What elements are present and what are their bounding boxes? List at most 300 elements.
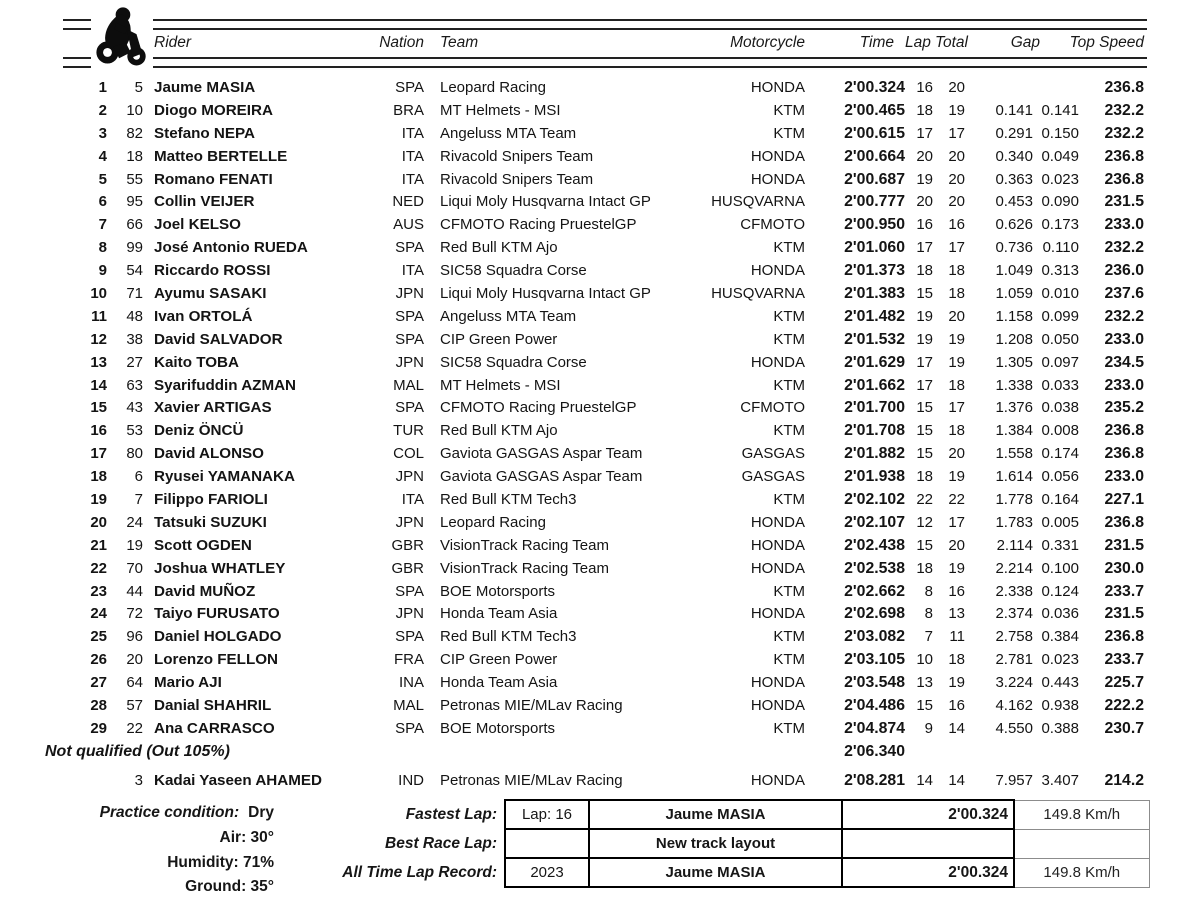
rider-number: 71 (126, 285, 143, 303)
rider-number: 53 (126, 422, 143, 440)
lap: 17 (916, 376, 933, 394)
nation: MAL (393, 376, 424, 394)
record-rider-name: Jaume MASIA (589, 858, 842, 887)
top-speed: 235.2 (1104, 399, 1144, 417)
lap-record-row (198, 858, 1149, 887)
table-row (63, 466, 1147, 489)
position: 8 (98, 239, 107, 257)
lap: 19 (916, 307, 933, 325)
top-speed: 230.0 (1104, 559, 1144, 577)
rider-name: Jaume MASIA (154, 79, 256, 96)
nation: ITA (401, 491, 424, 509)
total: 19 (948, 674, 965, 692)
rider-number: 44 (126, 582, 143, 600)
position: 29 (90, 719, 107, 737)
col-header-team: Team (440, 34, 479, 51)
table-row (63, 512, 1147, 535)
table-row (63, 191, 1147, 214)
lap-records-table (198, 799, 1150, 888)
team: BOE Motorsports (440, 719, 556, 737)
rider-name: Diogo MOREIRA (154, 101, 273, 119)
gap-prev: 0.100 (1041, 559, 1079, 577)
lap: 10 (916, 651, 933, 669)
rider-name: Kaito TOBA (154, 353, 239, 371)
humidity: Humidity: 71% (167, 853, 274, 871)
total: 18 (948, 651, 965, 669)
lap: 12 (916, 513, 933, 531)
gap-prev: 0.090 (1041, 193, 1079, 211)
lap: 15 (916, 399, 933, 417)
table-row (63, 672, 1147, 695)
rider-number: 66 (126, 216, 143, 234)
motorcycle: HONDA (750, 147, 805, 165)
position: 13 (90, 353, 107, 371)
table-row (63, 169, 1147, 192)
motorcycle: KTM (773, 239, 805, 257)
nation: SPA (395, 399, 424, 417)
table-row (63, 283, 1147, 306)
nation: TUR (393, 422, 424, 440)
top-speed: 233.7 (1104, 651, 1144, 669)
rider-name: David ALONSO (154, 445, 264, 463)
rider-number: 82 (126, 124, 143, 142)
total: 20 (948, 170, 965, 188)
position: 2 (98, 101, 107, 119)
total: 16 (948, 582, 965, 600)
position: 28 (90, 697, 107, 715)
team: SIC58 Squadra Corse (440, 262, 587, 280)
rider-number: 24 (126, 513, 143, 531)
rider-number: 5 (134, 79, 143, 96)
rider-number: 27 (126, 353, 143, 371)
position: 15 (90, 399, 107, 417)
gap-first: 0.141 (995, 101, 1033, 119)
gap-first: 1.783 (995, 513, 1033, 531)
motorcycle: KTM (773, 491, 805, 509)
time: 2'01.700 (844, 399, 905, 417)
motorcycle: KTM (773, 376, 805, 394)
results-rows (63, 77, 1147, 741)
rider-name: Stefano NEPA (154, 124, 255, 142)
lap: 19 (916, 330, 933, 348)
time: 2'01.383 (844, 285, 905, 303)
top-speed: 236.8 (1104, 147, 1144, 165)
motorcycle: CFMOTO (740, 216, 805, 234)
total: 20 (948, 445, 965, 463)
gap-first: 0.736 (995, 239, 1033, 257)
table-row (63, 420, 1147, 443)
team: Liqui Moly Husqvarna Intact GP (440, 193, 651, 211)
total: 18 (948, 285, 965, 303)
motorcycle: KTM (773, 330, 805, 348)
nation: ITA (401, 170, 424, 188)
time: 2'01.708 (844, 422, 905, 440)
nation: JPN (395, 513, 424, 531)
nation: MAL (393, 697, 424, 715)
rider-name: Ayumu SASAKI (154, 285, 267, 303)
table-row (63, 443, 1147, 466)
top-speed: 236.8 (1104, 170, 1144, 188)
time: 2'00.615 (844, 124, 905, 142)
team: Red Bull KTM Tech3 (440, 628, 577, 646)
motorcycle: KTM (773, 582, 805, 600)
nation: SPA (395, 628, 424, 646)
team: CFMOTO Racing PruestelGP (440, 216, 637, 234)
position: 25 (90, 628, 107, 646)
time: 2'00.664 (844, 147, 905, 165)
time: 2'02.102 (844, 491, 905, 509)
time: 2'03.548 (844, 674, 905, 692)
time: 2'01.060 (844, 239, 905, 257)
total: 14 (948, 771, 965, 789)
team: Angeluss MTA Team (440, 124, 577, 142)
gap-first: 2.114 (996, 536, 1033, 554)
top-speed: 232.2 (1104, 124, 1144, 142)
rider-name: Xavier ARTIGAS (154, 399, 272, 417)
position: 16 (90, 422, 107, 440)
practice-condition-label: Practice condition: (99, 804, 240, 821)
gap-first: 1.208 (995, 330, 1033, 348)
table-row (63, 100, 1147, 123)
position: 20 (90, 513, 107, 531)
rider-number: 57 (126, 697, 143, 715)
time: 2'04.486 (844, 697, 905, 715)
position: 22 (90, 559, 107, 577)
lap: 18 (916, 262, 933, 280)
gap-prev: 0.097 (1041, 353, 1079, 371)
rider-name: Deniz ÖNCÜ (154, 422, 244, 440)
top-speed: 230.7 (1104, 719, 1144, 737)
motorcycle: HONDA (750, 79, 805, 96)
not-qualified-rider-row-container (63, 770, 1147, 793)
total: 19 (948, 468, 965, 486)
position: 11 (91, 307, 107, 325)
rider-name: Ryusei YAMANAKA (154, 468, 295, 486)
gap-first: 4.550 (995, 719, 1033, 737)
gap-first: 1.158 (995, 307, 1033, 325)
rider-number: 99 (126, 239, 143, 257)
lap: 15 (916, 697, 933, 715)
rider-name: David MUÑOZ (154, 582, 256, 600)
total: 11 (949, 628, 965, 646)
rider-number: 95 (126, 193, 143, 211)
rider-name: Tatsuki SUZUKI (154, 513, 267, 531)
record-time (842, 829, 1014, 858)
gap-first: 2.374 (995, 605, 1033, 623)
header-bottom-double-rule (63, 57, 1147, 68)
position: 21 (90, 536, 107, 554)
total: 18 (948, 262, 965, 280)
lap-record-row (198, 800, 1149, 829)
position: 5 (98, 170, 107, 188)
table-row (63, 535, 1147, 558)
time: 2'01.532 (844, 330, 905, 348)
col-header-time: Time (859, 34, 894, 51)
motorcycle-rider-icon (93, 5, 151, 67)
rider-name: Kadai Yaseen AHAMED (154, 771, 322, 789)
position: 26 (90, 651, 107, 669)
table-row (63, 77, 1147, 100)
top-speed: 234.5 (1104, 353, 1144, 371)
col-header-total: Total (934, 34, 968, 51)
table-row (63, 306, 1147, 329)
motorcycle: GASGAS (741, 445, 805, 463)
position: 18 (90, 468, 107, 486)
gap-prev: 0.174 (1041, 445, 1079, 463)
top-speed: 236.8 (1104, 79, 1144, 96)
top-speed: 236.8 (1104, 513, 1144, 531)
top-speed: 236.8 (1104, 422, 1144, 440)
table-row (63, 626, 1147, 649)
table-row (63, 770, 1147, 793)
top-speed: 233.0 (1104, 216, 1144, 234)
motorcycle: HONDA (750, 170, 805, 188)
team: Rivacold Snipers Team (440, 170, 594, 188)
ground-temperature: Ground: 35° (185, 878, 274, 896)
rider-name: Lorenzo FELLON (154, 651, 279, 669)
nation: ITA (401, 262, 424, 280)
total: 17 (948, 124, 965, 142)
gap-first: 1.614 (995, 468, 1033, 486)
team: Angeluss MTA Team (440, 307, 577, 325)
table-row (63, 375, 1147, 398)
col-header-top-speed: Top Speed (1069, 34, 1144, 51)
motorcycle: HONDA (750, 771, 805, 789)
gap-prev: 0.110 (1042, 239, 1079, 257)
table-row (63, 123, 1147, 146)
position: 3 (98, 124, 107, 142)
time: 2'00.465 (844, 101, 905, 119)
gap-prev: 0.005 (1041, 513, 1079, 531)
motorcycle-rider-icon (91, 3, 153, 69)
total: 22 (948, 491, 965, 509)
motorcycle: HUSQVARNA (711, 193, 805, 211)
nation: BRA (393, 101, 424, 119)
team: Honda Team Asia (440, 674, 558, 692)
lap: 18 (916, 468, 933, 486)
gap-first: 0.363 (995, 170, 1033, 188)
rider-name: Filippo FARIOLI (154, 491, 268, 509)
nation: ITA (401, 147, 424, 165)
gap-first: 2.338 (995, 582, 1033, 600)
team: Leopard Racing (440, 513, 546, 531)
gap-first: 7.957 (995, 771, 1033, 789)
lap: 8 (924, 605, 933, 623)
position (63, 770, 110, 793)
top-speed: 232.2 (1104, 239, 1144, 257)
lap: 14 (916, 771, 933, 789)
gap-first: 1.049 (995, 262, 1033, 280)
table-row (63, 558, 1147, 581)
time: 2'01.629 (844, 353, 905, 371)
total: 20 (948, 79, 965, 96)
gap-prev: 0.023 (1041, 651, 1079, 669)
not-qualified-row (45, 741, 1147, 764)
top-speed: 232.2 (1104, 101, 1144, 119)
total: 16 (948, 216, 965, 234)
cutoff-time: 2'06.340 (844, 742, 905, 760)
time: 2'01.482 (844, 307, 905, 325)
nation: JPN (395, 353, 424, 371)
total: 19 (948, 559, 965, 577)
time: 2'01.882 (844, 445, 905, 463)
gap-prev: 0.384 (1041, 628, 1079, 646)
position: 4 (98, 147, 107, 165)
table-row (63, 649, 1147, 672)
nation: JPN (395, 285, 424, 303)
rider-name: Mario AJI (154, 674, 222, 692)
rider-number: 48 (126, 307, 143, 325)
team: VisionTrack Racing Team (440, 559, 609, 577)
gap-prev: 0.164 (1041, 491, 1079, 509)
gap-prev: 0.388 (1041, 719, 1079, 737)
nation: NED (392, 193, 424, 211)
rider-number: 80 (126, 445, 143, 463)
gap-first: 1.778 (995, 491, 1033, 509)
record-lap-or-year: Lap: 16 (505, 800, 589, 829)
rider-name: Danial SHAHRIL (154, 697, 272, 715)
time: 2'08.281 (844, 771, 905, 789)
gap-prev: 0.050 (1041, 330, 1079, 348)
position: 9 (98, 262, 107, 280)
nation: FRA (394, 651, 424, 669)
time: 2'00.687 (844, 170, 905, 188)
gap-prev: 0.150 (1041, 124, 1079, 142)
nation: INA (398, 674, 424, 692)
rider-name: Taiyo FURUSATO (154, 605, 280, 623)
gap-prev: 0.056 (1041, 468, 1079, 486)
total: 20 (948, 193, 965, 211)
rider-name: Scott OGDEN (154, 536, 252, 554)
motorcycle: KTM (773, 124, 805, 142)
total: 19 (948, 353, 965, 371)
nation: ITA (401, 124, 424, 142)
lap: 15 (916, 422, 933, 440)
motorcycle: GASGAS (741, 468, 805, 486)
gap-prev: 0.038 (1041, 399, 1079, 417)
rider-number: 19 (126, 536, 143, 554)
gap-first: 1.376 (995, 399, 1033, 417)
time: 2'03.082 (844, 628, 905, 646)
rider-number: 10 (126, 101, 143, 119)
lap: 17 (916, 353, 933, 371)
position: 12 (90, 330, 107, 348)
motorcycle: HUSQVARNA (711, 285, 805, 303)
top-speed: 227.1 (1104, 491, 1144, 509)
team: Leopard Racing (440, 79, 546, 96)
total: 16 (948, 697, 965, 715)
lap: 17 (916, 124, 933, 142)
motorcycle: CFMOTO (740, 399, 805, 417)
nation: IND (398, 771, 424, 789)
position: 17 (90, 445, 107, 463)
top-speed: 233.0 (1104, 376, 1144, 394)
gap-first: 0.340 (995, 147, 1033, 165)
nation: AUS (393, 216, 424, 234)
rider-name: Ivan ORTOLÁ (154, 307, 253, 325)
total: 20 (948, 147, 965, 165)
top-speed: 233.0 (1104, 468, 1144, 486)
team: Honda Team Asia (440, 605, 558, 623)
gap-prev: 0.938 (1041, 697, 1079, 715)
team: CFMOTO Racing PruestelGP (440, 399, 637, 417)
time: 2'02.538 (844, 559, 905, 577)
rider-number: 38 (126, 330, 143, 348)
time: 2'01.373 (844, 262, 905, 280)
rider-number: 55 (126, 170, 143, 188)
top-speed: 232.2 (1104, 307, 1144, 325)
motorcycle: HONDA (750, 559, 805, 577)
rider-number: 3 (134, 771, 143, 789)
column-header-row (63, 30, 1147, 56)
position: 23 (90, 582, 107, 600)
total: 20 (948, 536, 965, 554)
gap-prev: 0.124 (1041, 582, 1079, 600)
nation: GBR (391, 559, 424, 577)
rider-name: Ana CARRASCO (154, 719, 275, 737)
col-header-gap: Gap (1010, 34, 1040, 51)
gap-first (969, 77, 1033, 100)
lap: 17 (916, 239, 933, 257)
lap: 18 (916, 559, 933, 577)
gap-first: 2.781 (995, 651, 1033, 669)
time: 2'02.438 (844, 536, 905, 554)
rider-number: 96 (126, 628, 143, 646)
nation: SPA (395, 307, 424, 325)
gap-first: 2.214 (995, 559, 1033, 577)
table-row (63, 214, 1147, 237)
lap: 19 (916, 170, 933, 188)
gap-prev: 0.173 (1041, 216, 1079, 234)
team: Petronas MIE/MLav Racing (440, 771, 623, 789)
team: MT Helmets - MSI (440, 101, 561, 119)
col-header-rider: Rider (154, 34, 192, 51)
top-speed: 222.2 (1104, 697, 1144, 715)
gap-first: 0.453 (995, 193, 1033, 211)
col-header-nation: Nation (379, 34, 424, 51)
gap-first: 1.338 (995, 376, 1033, 394)
time: 2'01.662 (844, 376, 905, 394)
table-row (63, 397, 1147, 420)
motorcycle: KTM (773, 628, 805, 646)
gap-first: 1.059 (995, 285, 1033, 303)
team: VisionTrack Racing Team (440, 536, 609, 554)
gap-first: 1.305 (995, 353, 1033, 371)
gap-first: 2.758 (995, 628, 1033, 646)
nation: SPA (395, 79, 424, 96)
record-lap-or-year (505, 829, 589, 858)
rider-name: David SALVADOR (154, 330, 283, 348)
total: 17 (948, 239, 965, 257)
record-speed (1014, 829, 1149, 858)
nation: COL (393, 445, 424, 463)
position: 14 (90, 376, 107, 394)
rider-number: 22 (126, 719, 143, 737)
gap-prev: 0.036 (1041, 605, 1079, 623)
table-row (63, 329, 1147, 352)
motorcycle: HONDA (750, 536, 805, 554)
team: Red Bull KTM Ajo (440, 422, 558, 440)
record-speed: 149.8 Km/h (1014, 800, 1149, 829)
practice-condition-value: Dry (248, 804, 274, 821)
lap: 16 (916, 216, 933, 234)
gap-first: 1.384 (995, 422, 1033, 440)
motorcycle: HONDA (750, 262, 805, 280)
motorcycle: HONDA (750, 353, 805, 371)
time: 2'04.874 (844, 719, 905, 737)
time: 2'00.950 (844, 216, 905, 234)
table-row (63, 695, 1147, 718)
